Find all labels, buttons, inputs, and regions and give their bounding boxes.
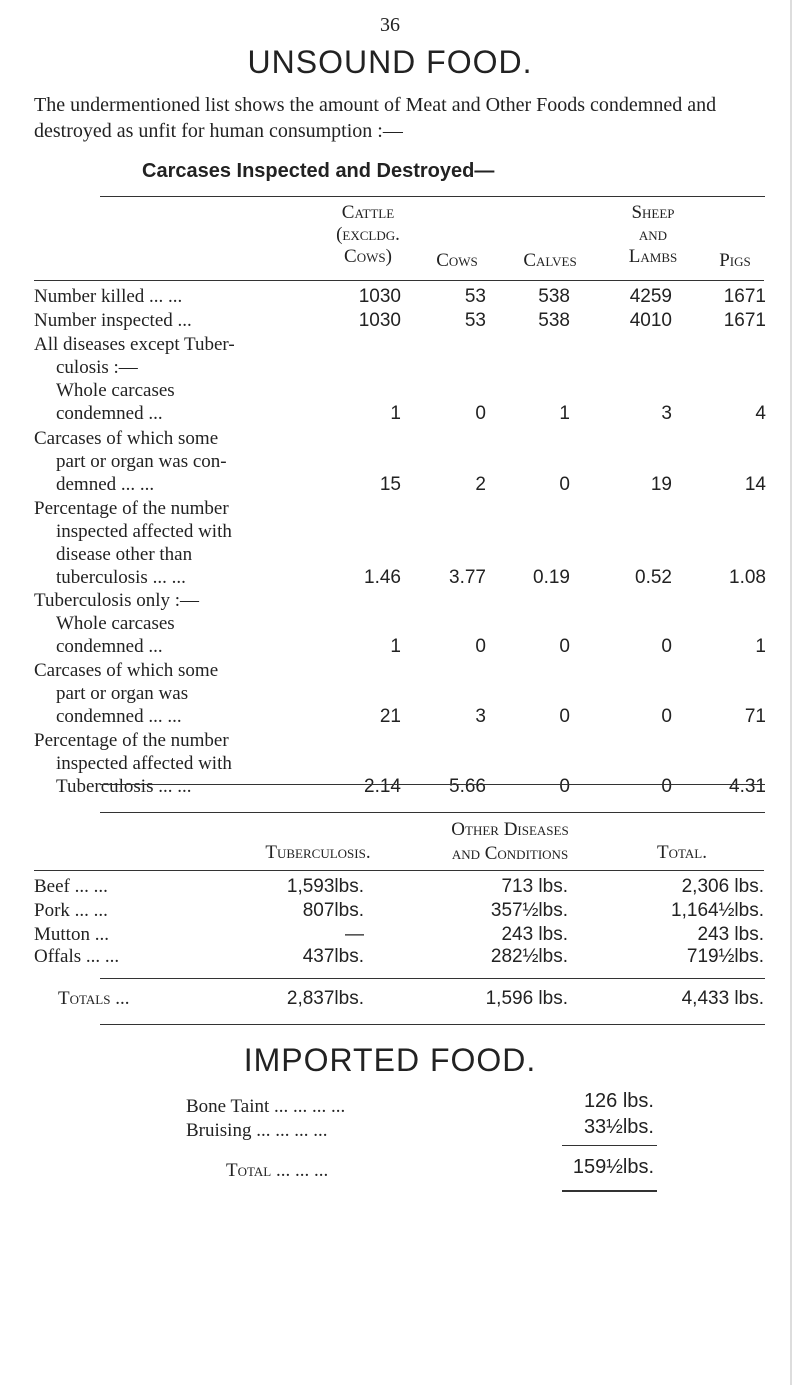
imported-value-bruising: 33½lbs. <box>583 1116 654 1138</box>
cell-value: 0 <box>559 474 570 495</box>
row-label-line: Number killed ... ... <box>34 286 183 307</box>
cell-value: 19 <box>650 474 672 495</box>
cell-value: 2.14 <box>364 776 401 797</box>
meat-row-tb: 807lbs. <box>302 900 364 921</box>
row-label-line: culosis :— <box>56 357 138 378</box>
imported-total-label: Total ... ... ... <box>226 1160 329 1181</box>
cell-value: 1 <box>559 403 570 424</box>
cell-value: 1030 <box>358 286 401 307</box>
header-pigs: Pigs <box>719 250 751 271</box>
row-label-line: condemned ... <box>56 403 163 424</box>
cell-value: 0 <box>559 636 570 657</box>
row-label-line: disease other than <box>56 544 193 565</box>
meat-row-label: Beef ... ... <box>34 876 108 897</box>
imported-total-rule <box>562 1190 657 1192</box>
cell-value: 5.66 <box>449 776 486 797</box>
meat-row-other: 282½lbs. <box>490 946 568 967</box>
totals-tb: 2,837lbs. <box>286 988 364 1009</box>
page-number: 36 <box>380 14 400 36</box>
cell-value: 15 <box>379 474 401 495</box>
totals-label: Totals ... <box>58 988 130 1009</box>
cell-value: 1671 <box>723 286 766 307</box>
meat-row-total: 2,306 lbs. <box>681 876 764 897</box>
imported-sum-rule <box>562 1145 657 1146</box>
cell-value: 0.52 <box>635 567 672 588</box>
row-label-line: Number inspected ... <box>34 310 192 331</box>
row-label-line: part or organ was con- <box>56 451 227 472</box>
row-label-line: part or organ was <box>56 683 189 704</box>
totals-other: 1,596 lbs. <box>485 988 568 1009</box>
header-cattle: Cattle (excldg. Cows) <box>336 202 400 267</box>
meat-row-other: 357½lbs. <box>490 900 568 921</box>
meat-row-tb: — <box>345 924 364 945</box>
meat-header-rule <box>34 870 764 871</box>
cell-value: 4 <box>755 403 766 424</box>
imported-row-bruising: Bruising ... ... ... ... <box>186 1120 328 1141</box>
table-top-rule <box>100 196 765 197</box>
header-rule <box>34 280 764 281</box>
imported-row-bone-taint: Bone Taint ... ... ... ... <box>186 1096 346 1117</box>
cell-value: 1 <box>390 636 401 657</box>
cell-value: 0 <box>661 636 672 657</box>
cell-value: 538 <box>538 310 570 331</box>
meat-row-label: Offals ... ... <box>34 946 120 967</box>
page-title: UNSOUND FOOD. <box>247 44 533 80</box>
cell-value: 53 <box>464 310 486 331</box>
meat-row-label: Pork ... ... <box>34 900 108 921</box>
cell-value: 2 <box>475 474 486 495</box>
header-calves: Calves <box>523 250 577 271</box>
meat-totals-rule <box>100 978 765 979</box>
header-cows: Cows <box>436 250 478 271</box>
header-other-diseases: Other Diseases and Conditions <box>451 819 569 864</box>
meat-row-total: 719½lbs. <box>686 946 764 967</box>
cell-value: 0 <box>559 776 570 797</box>
meat-table-top-rule <box>100 812 765 813</box>
cell-value: 14 <box>744 474 766 495</box>
row-label-line: tuberculosis ... ... <box>56 567 186 588</box>
cell-value: 4010 <box>629 310 672 331</box>
row-label-line: Whole carcases <box>56 380 175 401</box>
row-label-line: inspected affected with <box>56 753 232 774</box>
imported-total-value: 159½lbs. <box>572 1156 654 1178</box>
cell-value: 3 <box>475 706 486 727</box>
row-label-line: inspected affected with <box>56 521 232 542</box>
cell-value: 3.77 <box>449 567 486 588</box>
meat-row-total: 243 lbs. <box>697 924 764 945</box>
cell-value: 4259 <box>629 286 672 307</box>
cell-value: 0 <box>475 403 486 424</box>
imported-value-bone-taint: 126 lbs. <box>583 1090 654 1112</box>
header-sheep-lambs: Sheep and Lambs <box>628 202 678 267</box>
intro-paragraph: The undermentioned list shows the amount of Meat and Other Foods condemned and destroyed as unfit for human consumption :— <box>34 94 717 142</box>
cell-value: 4.31 <box>729 776 766 797</box>
meat-row-other: 243 lbs. <box>501 924 568 945</box>
cell-value: 1671 <box>723 310 766 331</box>
row-label-line: Percentage of the number <box>34 730 229 751</box>
header-total: Total. <box>657 842 707 863</box>
row-label-line: demned ... ... <box>56 474 155 495</box>
cell-value: 0 <box>475 636 486 657</box>
row-label-line: Whole carcases <box>56 613 175 634</box>
row-label-line: Tuberculosis ... ... <box>56 776 192 797</box>
meat-row-other: 713 lbs. <box>501 876 568 897</box>
imported-food-title: IMPORTED FOOD. <box>243 1042 537 1078</box>
row-label-line: Tuberculosis only :— <box>34 590 200 611</box>
meat-table-bottom-rule <box>100 1024 765 1025</box>
header-tuberculosis: Tuberculosis. <box>265 842 371 863</box>
meat-row-tb: 437lbs. <box>302 946 364 967</box>
row-label-line: condemned ... <box>56 636 163 657</box>
row-label-line: Carcases of which some <box>34 660 219 681</box>
row-label-line: All diseases except Tuber- <box>34 334 235 355</box>
cell-value: 1.46 <box>364 567 401 588</box>
cell-value: 21 <box>379 706 401 727</box>
section-subheading: Carcases Inspected and Destroyed— <box>142 160 495 182</box>
scan-edge <box>790 0 792 1385</box>
totals-total: 4,433 lbs. <box>681 988 764 1009</box>
cell-value: 1 <box>390 403 401 424</box>
meat-row-label: Mutton ... <box>34 924 109 945</box>
row-label-line: condemned ... ... <box>56 706 182 727</box>
table-bottom-rule <box>100 784 765 785</box>
cell-value: 1030 <box>358 310 401 331</box>
cell-value: 1.08 <box>729 567 766 588</box>
row-label-line: Carcases of which some <box>34 428 219 449</box>
cell-value: 0 <box>559 706 570 727</box>
cell-value: 53 <box>464 286 486 307</box>
cell-value: 0 <box>661 706 672 727</box>
cell-value: 1 <box>755 636 766 657</box>
cell-value: 3 <box>661 403 672 424</box>
meat-row-tb: 1,593lbs. <box>286 876 364 897</box>
cell-value: 0 <box>661 776 672 797</box>
cell-value: 538 <box>538 286 570 307</box>
cell-value: 71 <box>744 706 766 727</box>
cell-value: 0.19 <box>533 567 570 588</box>
row-label-line: Percentage of the number <box>34 498 229 519</box>
meat-row-total: 1,164½lbs. <box>671 900 764 921</box>
